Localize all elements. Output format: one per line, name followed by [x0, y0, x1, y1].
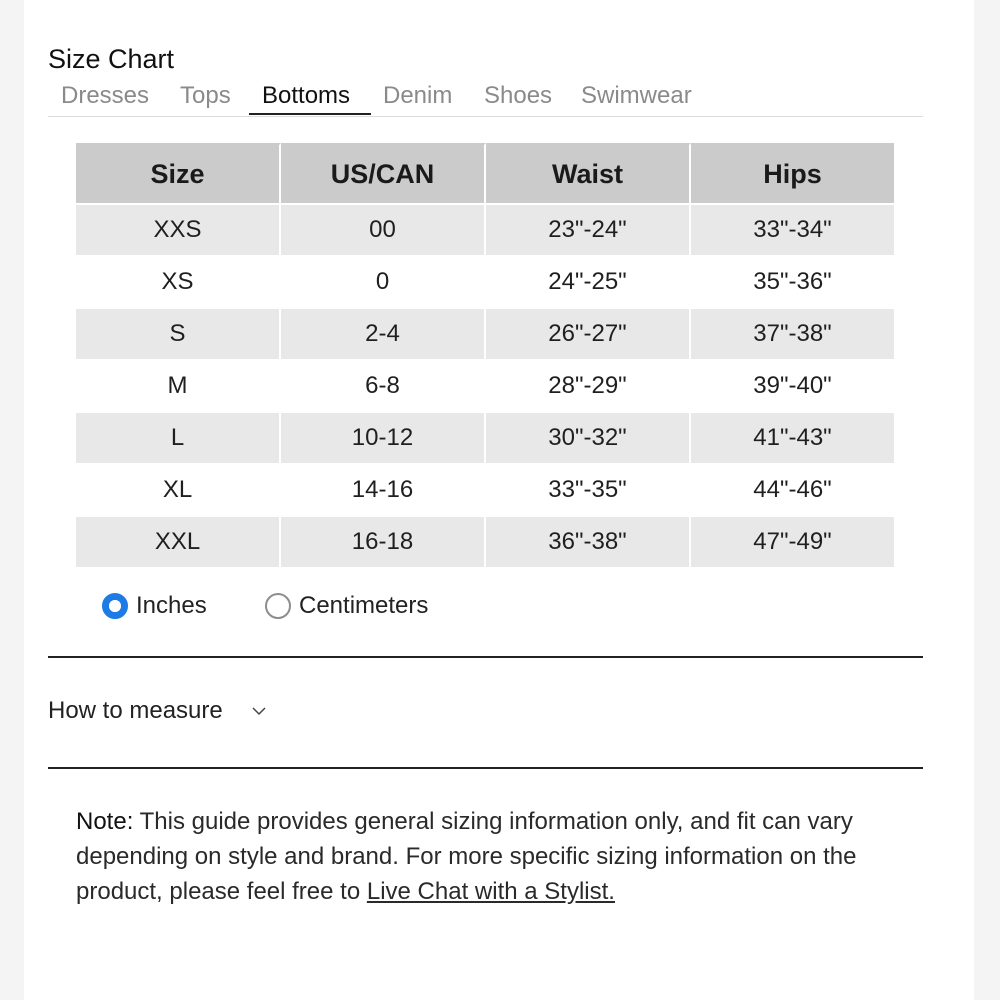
right-edge: [974, 0, 1000, 1000]
cell-size: M: [76, 361, 281, 413]
page-title: Size Chart: [48, 44, 175, 74]
table-row: [76, 309, 894, 361]
divider-bottom: [48, 767, 923, 769]
cell-waist: 28"-29": [486, 361, 691, 413]
tab-shoes[interactable]: Shoes: [484, 82, 553, 109]
table-row: [76, 257, 894, 309]
cell-hips: 47"-49": [691, 517, 894, 569]
cell-size: XXS: [76, 205, 281, 257]
column-header-waist: Waist: [486, 143, 691, 205]
cell-hips: 44"-46": [691, 465, 894, 517]
cell-hips: 39"-40": [691, 361, 894, 413]
cell-us-can: 2-4: [281, 309, 486, 361]
centimeters-label: Centimeters: [299, 592, 429, 619]
table-row: [76, 413, 894, 465]
column-header-us-can: US/CAN: [281, 143, 486, 205]
cell-waist: 36"-38": [486, 517, 691, 569]
tab-denim[interactable]: Denim: [383, 82, 453, 109]
cell-waist: 23"-24": [486, 205, 691, 257]
cell-us-can: 10-12: [281, 413, 486, 465]
how-to-measure-toggle[interactable]: [48, 697, 267, 725]
category-tabs: [48, 80, 923, 117]
cell-us-can: 16-18: [281, 517, 486, 569]
inches-label: Inches: [136, 592, 207, 619]
table-row: [76, 361, 894, 413]
tab-tops[interactable]: Tops: [180, 82, 231, 109]
active-tab-indicator: [249, 113, 371, 115]
live-chat-link[interactable]: Live Chat with a Stylist.: [366, 878, 615, 905]
tab-bottoms[interactable]: Bottoms: [262, 82, 351, 109]
sizing-note: [76, 804, 916, 909]
tab-swimwear[interactable]: Swimwear: [581, 82, 692, 109]
cell-hips: 35"-36": [691, 257, 894, 309]
note-text: This guide provides general sizing information only, and fit can vary depending on style and brand. For more specific sizing information on the product, please feel free to: [76, 808, 857, 905]
tab-dresses[interactable]: Dresses: [61, 82, 150, 109]
cell-hips: 33"-34": [691, 205, 894, 257]
chevron-down-icon: [251, 703, 267, 719]
table-row: [76, 465, 894, 517]
cell-us-can: 14-16: [281, 465, 486, 517]
column-header-size: Size: [76, 143, 281, 205]
cell-size: S: [76, 309, 281, 361]
cell-waist: 26"-27": [486, 309, 691, 361]
cell-us-can: 0: [281, 257, 486, 309]
column-header-hips: Hips: [691, 143, 894, 205]
cell-waist: 24"-25": [486, 257, 691, 309]
note-label: Note:: [76, 808, 134, 835]
cell-waist: 30"-32": [486, 413, 691, 465]
size-table: [76, 143, 894, 569]
table-header-row: [76, 143, 894, 205]
unit-option-centimeters[interactable]: [265, 592, 428, 620]
cell-us-can: 00: [281, 205, 486, 257]
inches-radio[interactable]: [102, 593, 128, 619]
cell-waist: 33"-35": [486, 465, 691, 517]
centimeters-radio[interactable]: [265, 593, 291, 619]
cell-size: L: [76, 413, 281, 465]
divider-top: [48, 656, 923, 658]
cell-hips: 41"-43": [691, 413, 894, 465]
cell-size: XXL: [76, 517, 281, 569]
unit-option-inches[interactable]: [102, 592, 207, 620]
cell-size: XS: [76, 257, 281, 309]
how-to-measure-label: How to measure: [48, 697, 223, 724]
left-edge: [0, 0, 24, 1000]
cell-us-can: 6-8: [281, 361, 486, 413]
cell-hips: 37"-38": [691, 309, 894, 361]
table-row: [76, 205, 894, 257]
cell-size: XL: [76, 465, 281, 517]
table-row: [76, 517, 894, 569]
